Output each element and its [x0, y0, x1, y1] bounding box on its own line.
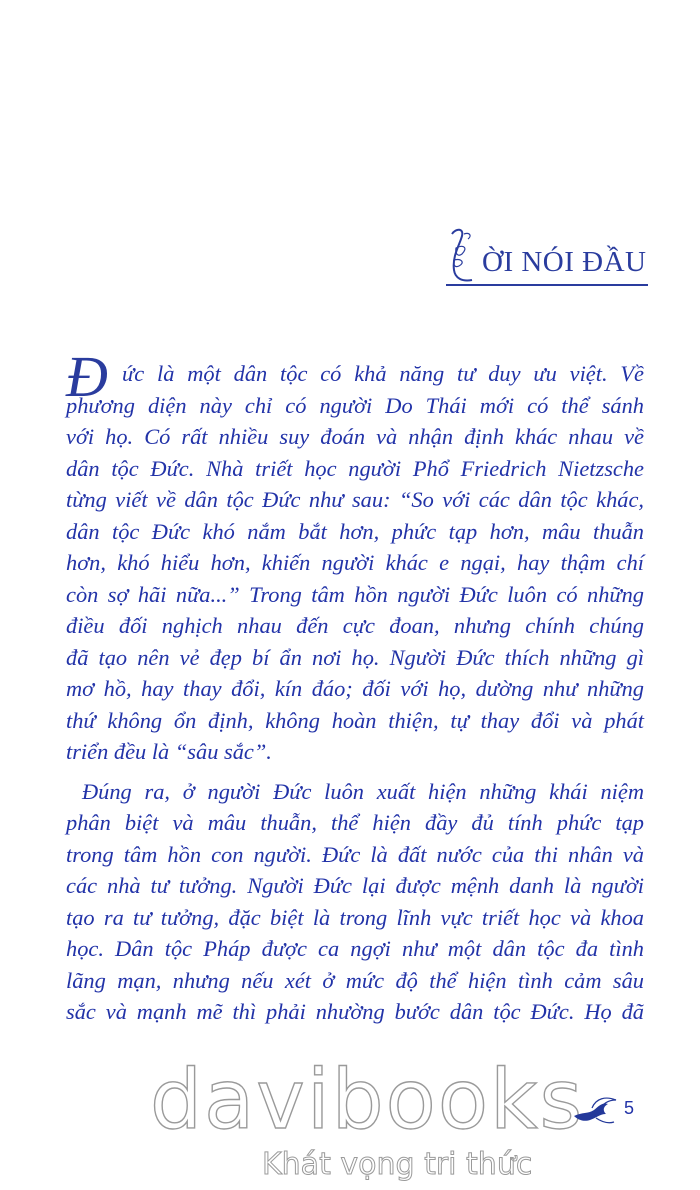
- paragraph-line: triển đều là “sâu sắc”.: [66, 739, 272, 764]
- paragraph-line: mơ hồ, hay thay đổi, kín đáo; đối với họ, dường như những: [66, 676, 644, 701]
- paragraph-line: sắc và mạnh mẽ thì phải nhường bước dân tộc Đức. Họ đã: [66, 999, 644, 1024]
- bird-ornament-icon: [572, 1094, 618, 1130]
- paragraph-line: tạo ra tư tưởng, đặc biệt là trong lĩnh vực triết học và khoa: [66, 904, 644, 930]
- paragraph-line: trong tâm hồn con người. Đức là đất nước của thi nhân và: [66, 841, 644, 867]
- paragraph-line: từng viết về dân tộc Đức như sau: “So với các dân tộc khác,: [66, 487, 644, 512]
- watermark-logo: davibooks: [150, 1053, 585, 1148]
- paragraph-line: điều đối nghịch nhau đến cực đoan, nhưng chính chúng: [66, 613, 644, 638]
- heading-underline: [446, 284, 648, 286]
- page-number: 5: [624, 1098, 635, 1118]
- paragraph-line: còn sợ hãi nữa...” Trong tâm hồn người Đức luôn có những: [66, 581, 644, 607]
- paragraph-line: học. Dân tộc Pháp được ca ngợi như một dân tộc đa tình: [66, 936, 644, 961]
- body-text: [66, 344, 644, 1028]
- paragraph-line: ức là một dân tộc có khả năng tư duy ưu việt. Về: [122, 361, 644, 386]
- leaf-ornament-icon: [442, 226, 486, 286]
- paragraph-line: dân tộc Đức khó nắm bắt hơn, phức tạp hơn, mâu thuẫn: [66, 518, 644, 544]
- paragraph-line: với họ. Có rất nhiều suy đoán và nhận định khác nhau về: [66, 424, 644, 449]
- paragraph-line: Đúng ra, ở người Đức luôn xuất hiện những khái niệm: [82, 778, 644, 804]
- chapter-heading: [440, 222, 650, 284]
- paragraph-line: các nhà tư tưởng. Người Đức lại được mệnh danh là người: [66, 873, 644, 898]
- paragraph-line: lãng mạn, nhưng nếu xét ở mức độ thể hiện tình cảm sâu: [66, 967, 644, 993]
- drop-cap: Đ: [66, 344, 108, 409]
- paragraph-line: đã tạo nên vẻ đẹp bí ẩn nơi họ. Người Đức thích những gì: [66, 644, 644, 670]
- paragraph-gap: [66, 768, 644, 776]
- heading-title: ỜI NÓI ĐẦU: [482, 246, 647, 278]
- paragraph-line: phương diện này chỉ có người Do Thái mới có thể sánh: [66, 392, 644, 418]
- watermark-tagline: Khát vọng tri thức: [262, 1147, 533, 1182]
- paragraph-line: dân tộc Đức. Nhà triết học người Phổ Friedrich Nietzsche: [66, 455, 644, 481]
- paragraph-line: hơn, khó hiểu hơn, khiến người khác e ngại, hay thậm chí: [66, 550, 644, 575]
- paragraph-line: phân biệt và mâu thuẫn, thể hiện đầy đủ tính phức tạp: [66, 810, 644, 835]
- paragraph-line: thứ không ổn định, không hoàn thiện, tự thay đổi và phát: [66, 707, 644, 733]
